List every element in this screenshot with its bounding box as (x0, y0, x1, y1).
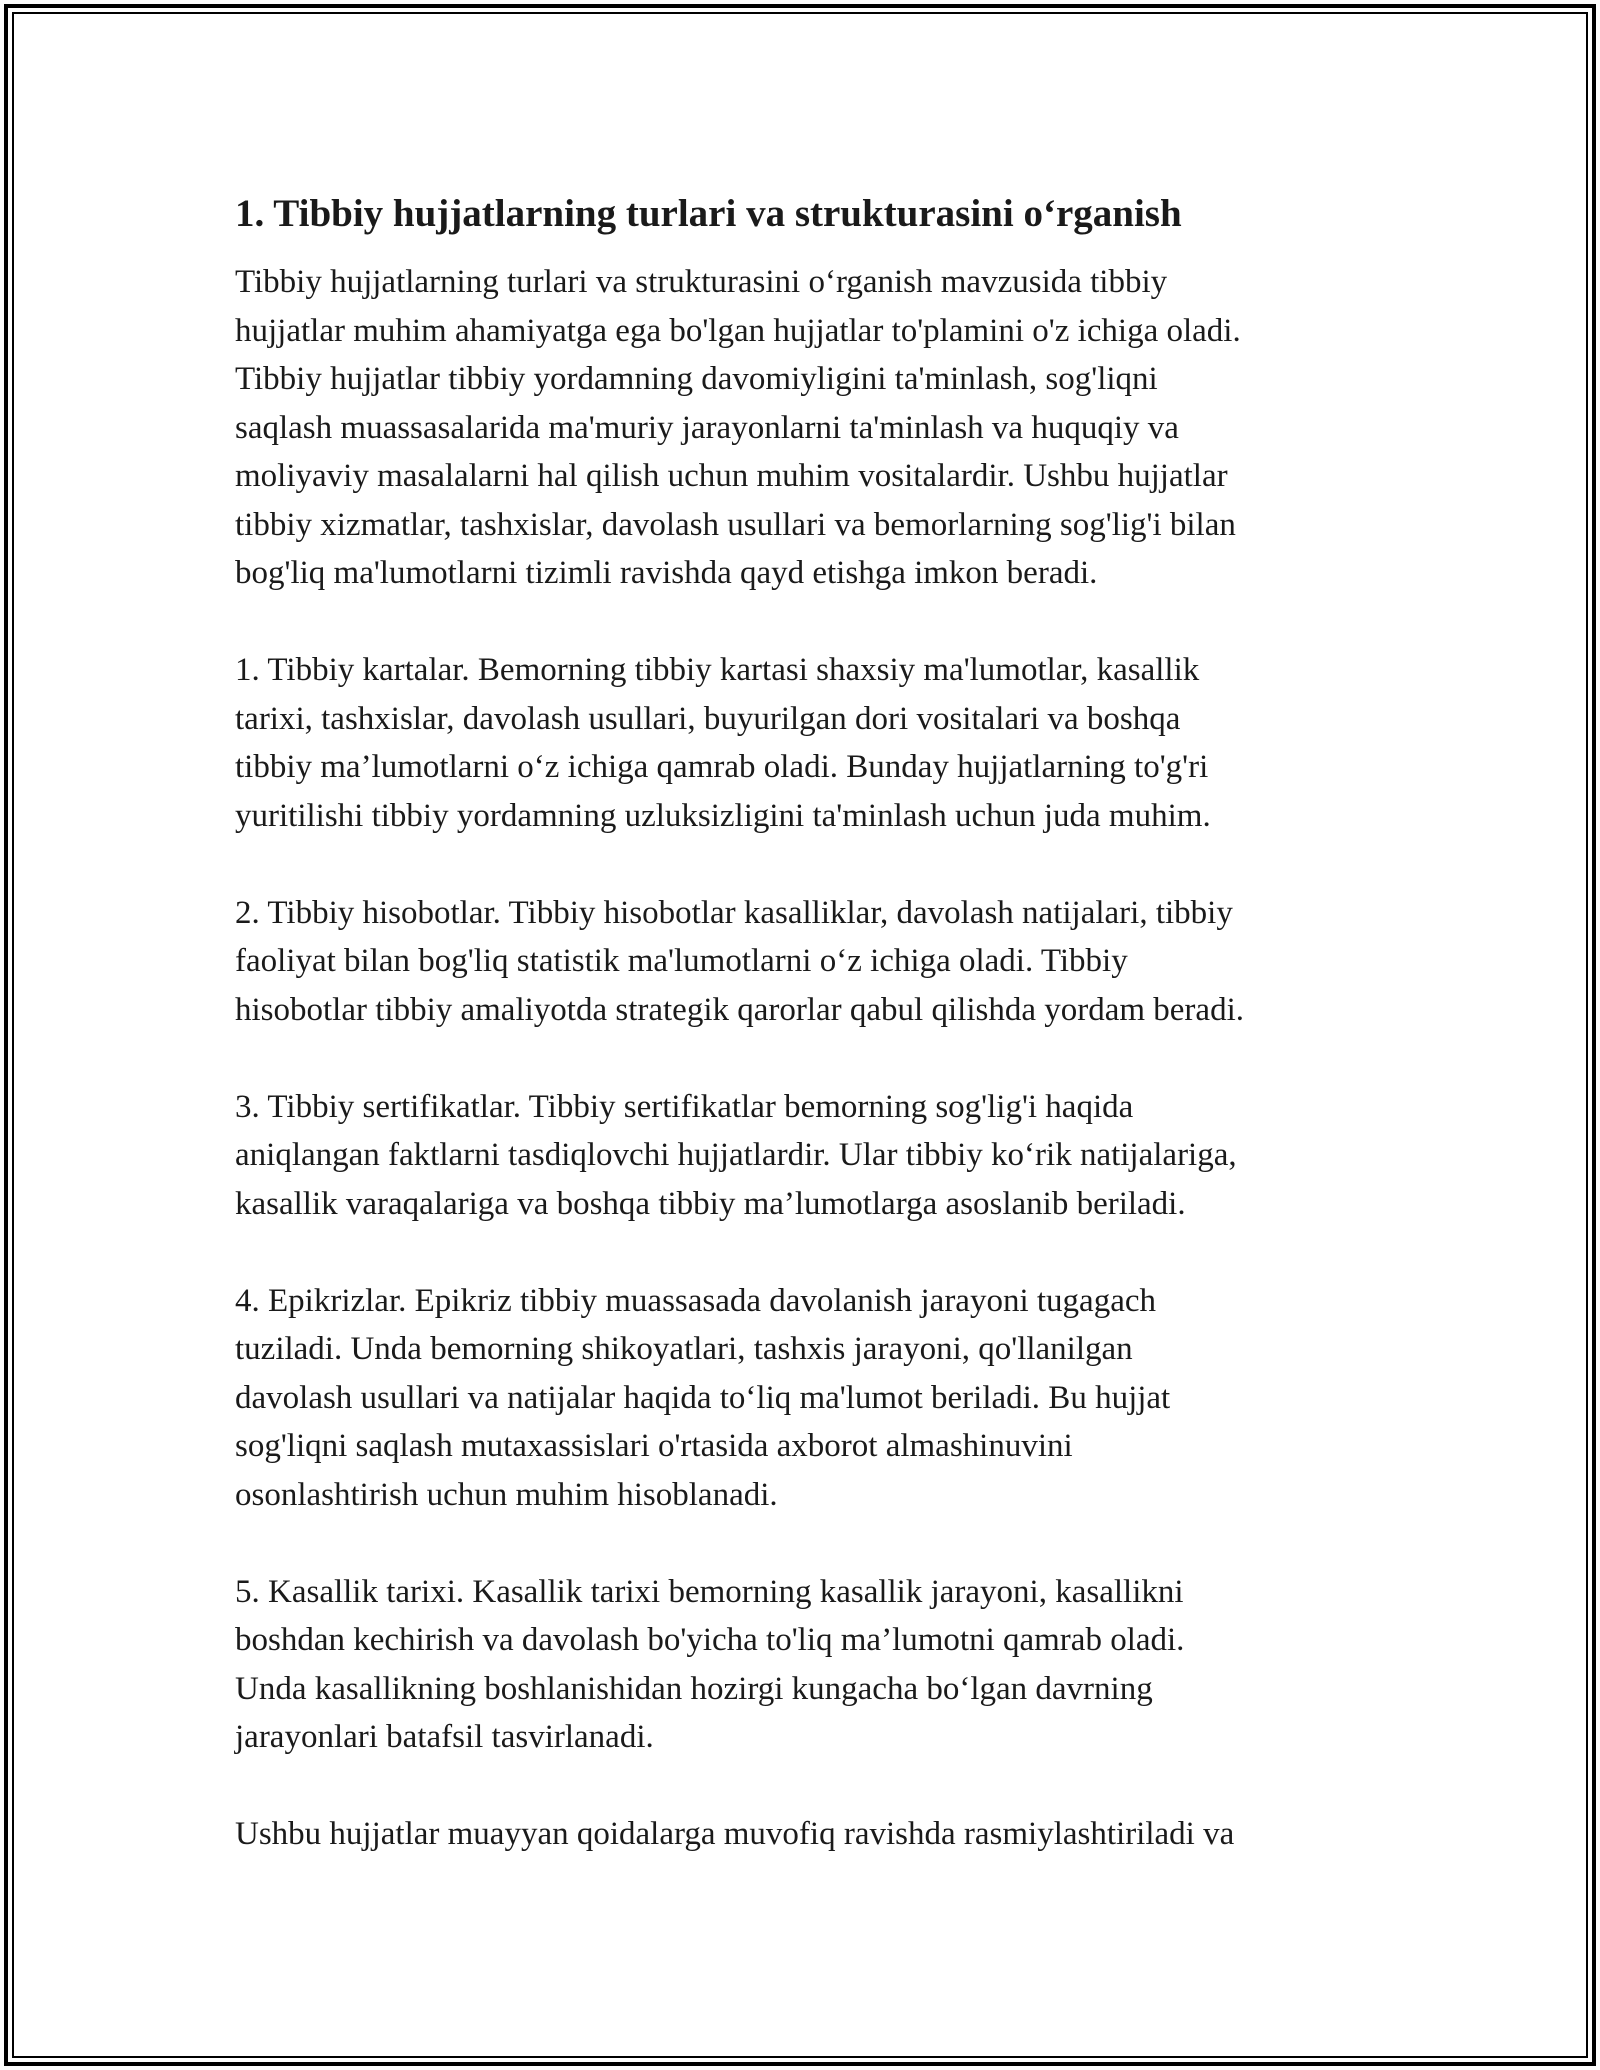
section-heading: 1. Tibbiy hujjatlarning turlari va strukturasini o‘rganish (235, 192, 1182, 235)
text-line: Tibbiy hujjatlarning turlari va strukturasini o‘rganish mavzusida tibbiy (235, 264, 1168, 300)
text-line: hisobotlar tibbiy amaliyotda strategik qarorlar qabul qilishda yordam beradi. (235, 991, 1244, 1028)
text-line: Ushbu hujjatlar muayyan qoidalarga muvofiq ravishda rasmiylashtiriladi va (235, 1816, 1235, 1852)
paragraph-intro (235, 258, 1375, 598)
paragraph-medical-reports (235, 889, 1375, 1035)
text-line: moliyaviy masalalarni hal qilish uchun muhim vositalardir. Ushbu hujjatlar (235, 458, 1228, 494)
text-line: sog'liqni saqlash mutaxassislari o'rtasida axborot almashinuvini (235, 1428, 1073, 1464)
text-line: osonlashtirish uchun muhim hisoblanadi. (235, 1476, 778, 1513)
paragraph-medical-certificates (235, 1083, 1375, 1229)
text-line: aniqlangan faktlarni tasdiqlovchi hujjatlardir. Ular tibbiy ko‘rik natijalariga, (235, 1137, 1237, 1173)
text-line: 2. Tibbiy hisobotlar. Tibbiy hisobotlar kasalliklar, davolash natijalari, tibbiy (235, 894, 1233, 931)
text-line: tibbiy ma’lumotlarni o‘z ichiga qamrab oladi. Bunday hujjatlarning to'g'ri (235, 749, 1209, 785)
text-line: tarixi, tashxislar, davolash usullari, buyurilgan dori vositalari va boshqa (235, 700, 1181, 737)
text-line: tibbiy xizmatlar, tashxislar, davolash usullari va bemorlarning sog'lig'i bilan (235, 506, 1236, 543)
paragraph-case-history (235, 1568, 1375, 1762)
text-line: bog'liq ma'lumotlarni tizimli ravishda qayd etishga imkon beradi. (235, 555, 1098, 591)
text-line: saqlash muassasalarida ma'muriy jarayonlarni ta'minlash va huquqiy va (235, 409, 1179, 446)
document-body (235, 186, 1375, 1907)
text-line: jarayonlari batafsil tasvirlanadi. (235, 1719, 654, 1755)
text-line: tuziladi. Unda bemorning shikoyatlari, tashxis jarayoni, qo'llanilgan (235, 1331, 1133, 1367)
text-line: 1. Tibbiy kartalar. Bemorning tibbiy kartasi shaxsiy ma'lumotlar, kasallik (235, 652, 1200, 688)
text-line: 5. Kasallik tarixi. Kasallik tarixi bemorning kasallik jarayoni, kasallikni (235, 1573, 1184, 1610)
text-line: 3. Tibbiy sertifikatlar. Tibbiy sertifikatlar bemorning sog'lig'i haqida (235, 1088, 1134, 1125)
text-line: hujjatlar muhim ahamiyatga ega bo'lgan hujjatlar to'plamini o'z ichiga oladi. (235, 312, 1241, 349)
text-line: boshdan kechirish va davolash bo'yicha to'liq ma’lumotni qamrab oladi. (235, 1622, 1185, 1658)
text-line: davolash usullari va natijalar haqida to‘liq ma'lumot beriladi. Bu hujjat (235, 1379, 1171, 1416)
text-line: 4. Epikrizlar. Epikriz tibbiy muassasada davolanish jarayoni tugagach (235, 1282, 1156, 1319)
text-line: faoliyat bilan bog'liq statistik ma'lumotlarni o‘z ichiga oladi. Tibbiy (235, 943, 1128, 979)
text-line: kasallik varaqalariga va boshqa tibbiy ma’lumotlarga asoslanib beriladi. (235, 1185, 1186, 1222)
text-line: yuritilishi tibbiy yordamning uzluksizligini ta'minlash uchun juda muhim. (235, 797, 1211, 834)
paragraph-medical-cards (235, 646, 1375, 840)
text-line: Unda kasallikning boshlanishidan hozirgi kungacha bo‘lgan davrning (235, 1670, 1153, 1707)
paragraph-closing (235, 1810, 1375, 1859)
paragraph-epicrisis (235, 1277, 1375, 1520)
text-line: Tibbiy hujjatlar tibbiy yordamning davomiyligini ta'minlash, sog'liqni (235, 361, 1158, 397)
